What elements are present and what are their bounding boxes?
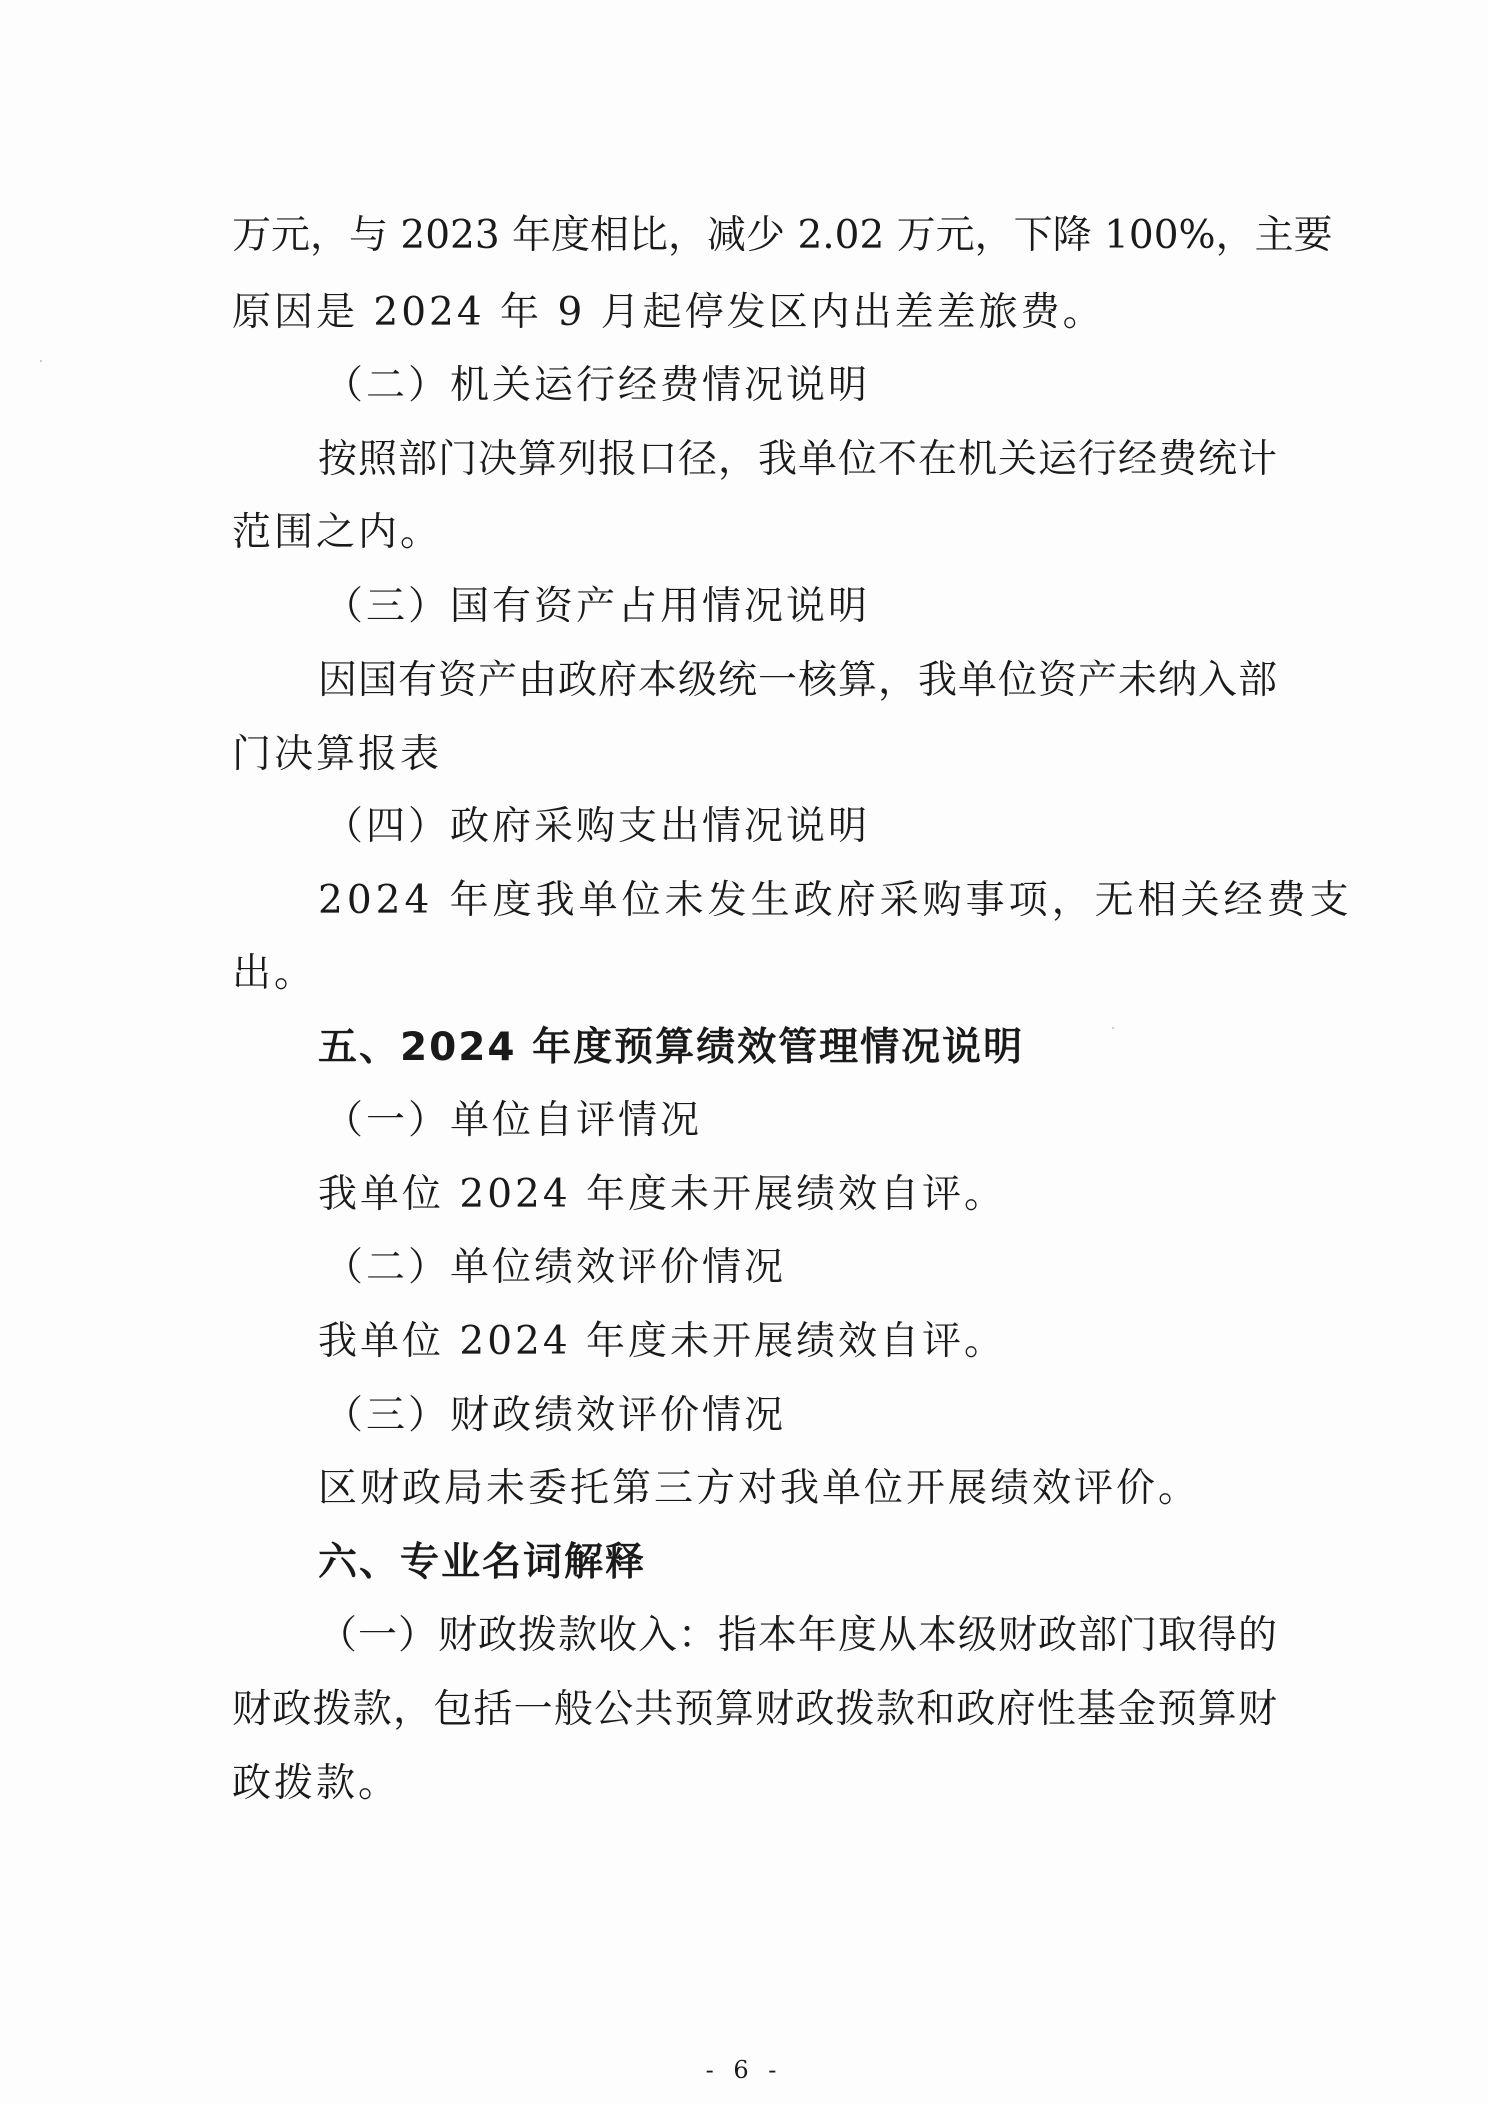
section-heading: 五、2024 年度预算绩效管理情况说明	[318, 1025, 1025, 1070]
paragraph-line: 我单位 2024 年度未开展绩效自评。	[318, 1319, 1007, 1364]
paragraph-line: 原因是 2024 年 9 月起停发区内出差差旅费。	[232, 290, 1105, 335]
paragraph-line: 2024 年度我单位未发生政府采购事项，无相关经费支	[318, 878, 1353, 923]
paragraph-line: 出。	[232, 951, 317, 996]
subsection-heading: （三）财政绩效评价情况	[324, 1393, 787, 1438]
scan-speck	[1112, 1027, 1114, 1029]
paragraph-line: 因国有资产由政府本级统一核算，我单位资产未纳入部	[318, 658, 1277, 703]
subsection-heading: （一）单位自评情况	[324, 1098, 703, 1143]
paragraph-line: 范围之内。	[232, 510, 443, 555]
paragraph-line: 按照部门决算列报口径，我单位不在机关运行经费统计	[318, 437, 1277, 482]
scan-speck	[40, 360, 42, 362]
page-number: - 6 -	[705, 2056, 783, 2084]
paragraph-line: 财政拨款，包括一般公共预算财政拨款和政府性基金预算财	[232, 1687, 1277, 1732]
paragraph-line: 万元，与 2023 年度相比，减少 2.02 万元，下降 100%，主要	[232, 213, 1333, 258]
paragraph-line: 门决算报表	[232, 732, 443, 777]
subsection-heading: （二）机关运行经费情况说明	[324, 363, 871, 408]
subsection-heading: （四）政府采购支出情况说明	[324, 804, 871, 849]
paragraph-line: 区财政局未委托第三方对我单位开展绩效评价。	[318, 1466, 1201, 1511]
section-heading: 六、专业名词解释	[318, 1540, 647, 1585]
paragraph-line: 政拨款。	[232, 1761, 401, 1806]
paragraph-line: （一）财政拨款收入：指本年度从本级财政部门取得的	[318, 1613, 1277, 1658]
subsection-heading: （三）国有资产占用情况说明	[324, 584, 871, 629]
subsection-heading: （二）单位绩效评价情况	[324, 1245, 787, 1290]
paragraph-line: 我单位 2024 年度未开展绩效自评。	[318, 1172, 1007, 1217]
